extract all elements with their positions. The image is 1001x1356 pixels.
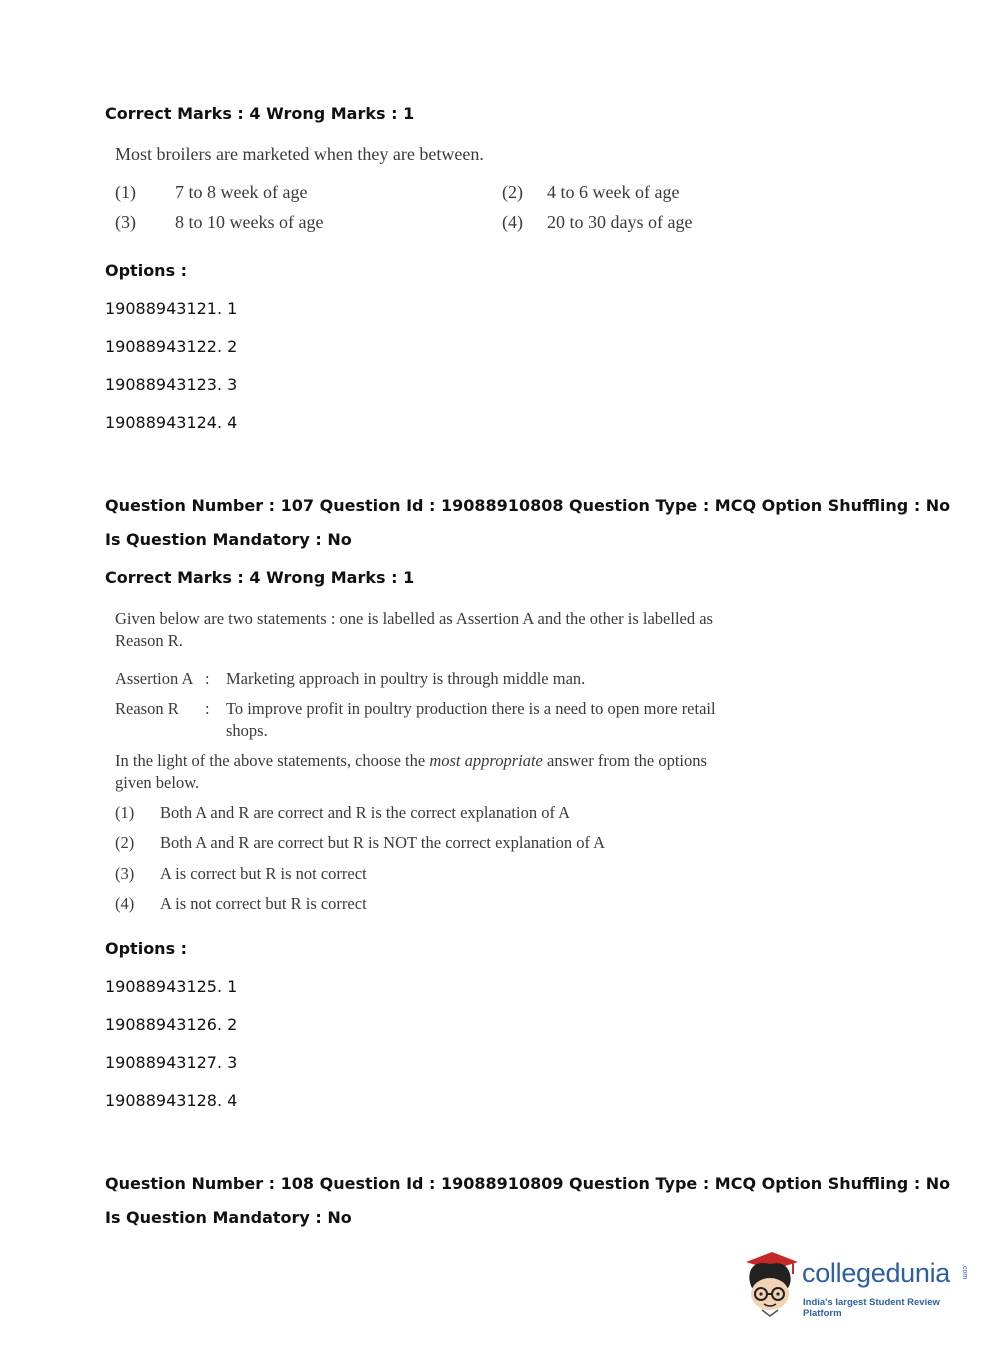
logo-com: .com [961, 1264, 968, 1280]
option-item: 19088943128. 4 [105, 1091, 238, 1110]
choice-text: 7 to 8 week of age [175, 182, 308, 202]
instruction-post: answer from the options [542, 751, 707, 770]
choice-3 [115, 212, 323, 233]
assertion-label: Assertion A [115, 669, 194, 688]
logo-tagline: India's largest Student Review Platform [803, 1297, 940, 1319]
choice-2 [115, 833, 605, 853]
choice-text: A is not correct but R is correct [160, 894, 367, 913]
question-mandatory: Is Question Mandatory : No [105, 1208, 352, 1227]
choice-text: Both A and R are correct but R is NOT the correct explanation of A [160, 833, 606, 852]
choice-number: (1) [115, 803, 135, 822]
collegedunia-logo [740, 1248, 972, 1320]
reason-text-line2: shops. [226, 721, 268, 740]
option-item: 19088943127. 3 [105, 1053, 238, 1072]
choice-text: A is correct but R is not correct [160, 864, 367, 883]
correct-marks-line: Correct Marks : 4 Wrong Marks : 1 [105, 104, 415, 123]
statement-intro-line2: Reason R. [115, 631, 183, 650]
assertion-colon: : [205, 669, 210, 688]
choice-number: (3) [115, 212, 136, 232]
instruction-emphasis: most appropriate [429, 751, 543, 770]
option-item: 19088943121. 1 [105, 299, 238, 318]
correct-marks-line: Correct Marks : 4 Wrong Marks : 1 [105, 568, 415, 587]
choice-4 [502, 212, 692, 233]
choice-number: (1) [115, 182, 136, 202]
option-item: 19088943124. 4 [105, 413, 238, 432]
assertion-text: Marketing approach in poultry is through middle man. [226, 669, 586, 688]
option-item: 19088943125. 1 [105, 977, 238, 996]
instruction-pre: In the light of the above statements, choose the [115, 751, 430, 770]
choice-text: 8 to 10 weeks of age [175, 212, 324, 232]
question-mandatory: Is Question Mandatory : No [105, 530, 352, 549]
option-item: 19088943123. 3 [105, 375, 238, 394]
question-header: Question Number : 107 Question Id : 19088910808 Question Type : MCQ Option Shuffling : No [105, 496, 951, 515]
question-header: Question Number : 108 Question Id : 19088910809 Question Type : MCQ Option Shuffling : No [105, 1174, 951, 1193]
choice-text: 4 to 6 week of age [547, 182, 680, 202]
question-text: Most broilers are marketed when they are between. [115, 144, 484, 164]
choice-number: (4) [502, 212, 523, 232]
choice-number: (2) [502, 182, 523, 202]
reason-label: Reason R [115, 699, 179, 718]
mascot-icon [740, 1248, 800, 1318]
choice-number: (4) [115, 894, 135, 913]
options-label: Options : [105, 939, 188, 958]
options-label: Options : [105, 261, 188, 280]
choice-number: (3) [115, 864, 135, 883]
instruction-line2: given below. [115, 773, 200, 792]
choice-2 [502, 182, 679, 203]
reason-colon: : [205, 699, 210, 718]
logo-wordmark: collegedunia [802, 1258, 951, 1288]
choice-1 [115, 803, 570, 823]
option-item: 19088943126. 2 [105, 1015, 238, 1034]
choice-3 [115, 864, 367, 884]
choice-text: 20 to 30 days of age [547, 212, 693, 232]
choice-number: (2) [115, 833, 135, 852]
choice-4 [115, 894, 367, 914]
choice-1 [115, 182, 307, 203]
choice-text: Both A and R are correct and R is the correct explanation of A [160, 803, 571, 822]
option-item: 19088943122. 2 [105, 337, 238, 356]
statement-intro-line1: Given below are two statements : one is labelled as Assertion A and the other is labelled as [115, 609, 713, 628]
reason-text-line1: To improve profit in poultry production there is a need to open more retail [226, 699, 716, 718]
instruction-line1 [115, 751, 707, 771]
